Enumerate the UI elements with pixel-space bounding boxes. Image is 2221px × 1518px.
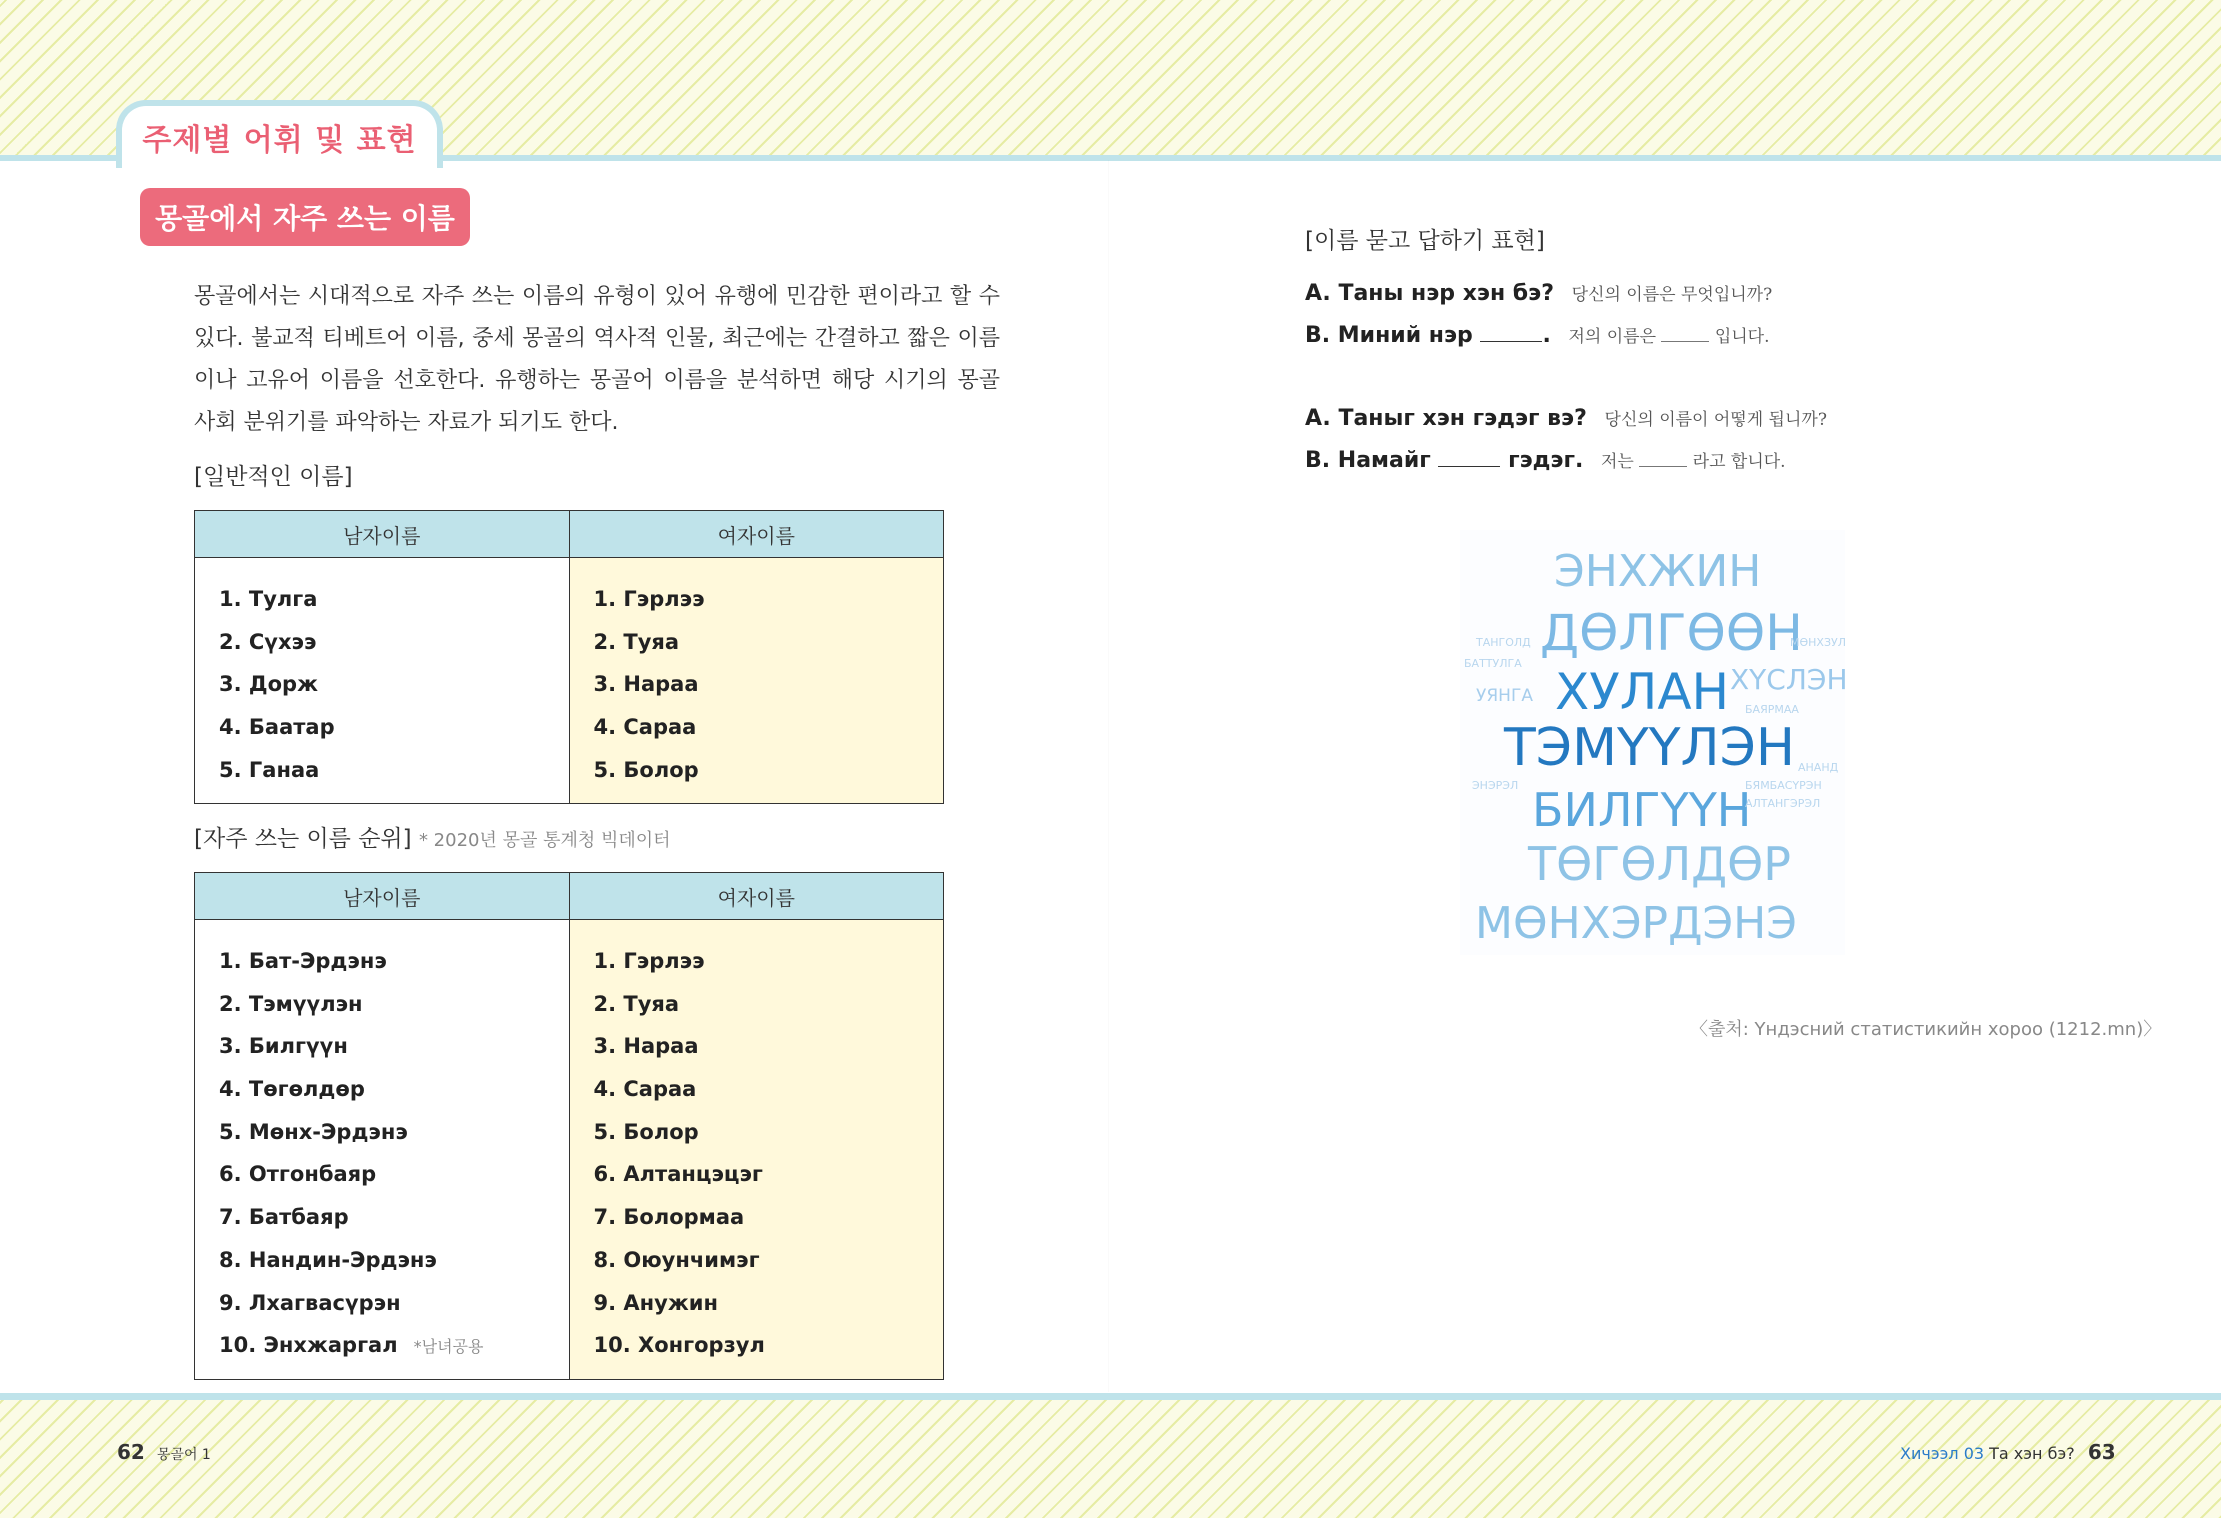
name-text: 3. Дорж (219, 672, 318, 697)
name-list-item (219, 1153, 569, 1196)
answer-2-translation-pre: 저는 (1601, 452, 1634, 472)
qa-answer-2 (1305, 447, 1786, 473)
name-text: 5. Болор (593, 1119, 699, 1144)
name-text: 5. Болор (593, 757, 699, 782)
name-list-item (594, 621, 944, 664)
answer-1-translation-blank (1661, 341, 1709, 342)
ranking-label: [자주 쓰는 이름 순위] (194, 826, 412, 852)
name-list-item (219, 983, 569, 1026)
name-text: 8. Оюунчимэг (593, 1247, 760, 1272)
qa-answer-1 (1305, 322, 1769, 348)
name-text: 2. Туяа (593, 991, 680, 1016)
intro-paragraph: 몽골에서는 시대적으로 자주 쓰는 이름의 유형이 있어 유행에 민감한 편이라고 할 수 있다. 불교적 티베트어 이름, 중세 몽골의 역사적 인물, 최근에는 간결하고 짧은 이름이나 고유어 이름을 선호한다. 유행하는 몽골어 이름을 분석하면 해당 시기의 몽골 사회 분위기를 파악하는 자료가 되기도 한다. (194, 284, 1000, 435)
cloud-word: ХУЛАН (1555, 663, 1730, 721)
answer-1-blank (1480, 341, 1542, 342)
male-names-cell (195, 558, 570, 804)
section-title: 몽골에서 자주 쓰는 이름 (140, 188, 470, 246)
name-text: 10. Хонгорзул (593, 1333, 765, 1358)
name-text: 8. Нандин-Эрдэнэ (219, 1247, 437, 1272)
common-names-label: [일반적인 이름] (194, 464, 353, 490)
image-source: 〈출처: Үндэсний статистикийн хороо (1212.mn)〉 (1690, 1019, 2162, 1040)
bottom-stripe-band (0, 1395, 2221, 1518)
female-ranking-cell (569, 920, 944, 1380)
cloud-word: АНАНД (1798, 761, 1839, 774)
answer-2-translation-blank (1639, 466, 1687, 467)
question-1-text: A. Таны нэр хэн бэ? (1305, 281, 1554, 306)
answer-1-translation-post: 입니다. (1714, 327, 1770, 347)
name-list-item (219, 663, 569, 706)
name-text: 9. Лхагвасүрэн (219, 1290, 401, 1315)
answer-2-end: гэдэг. (1508, 448, 1584, 473)
name-text: 3. Нараа (593, 1034, 699, 1059)
footer-right (1900, 1440, 2116, 1464)
name-text: 6. Алтанцэцэг (593, 1162, 763, 1187)
qa-question-2 (1305, 405, 1827, 431)
cloud-word: ЭНХЖИН (1554, 546, 1762, 597)
answer-1-end: . (1542, 323, 1551, 348)
lesson-number: Хичээл 03 (1900, 1444, 1985, 1463)
name-text: 1. Бат-Эрдэнэ (219, 949, 387, 973)
cloud-word: БАТТУЛГА (1464, 657, 1522, 670)
cloud-word: ТАНГОЛД (1476, 636, 1531, 649)
right-page-number: 63 (2087, 1440, 2116, 1464)
name-list-item (594, 663, 944, 706)
answer-1-text: B. Миний нэр (1305, 323, 1473, 348)
male-header: 남자이름 (195, 873, 570, 920)
name-list-item (594, 983, 944, 1026)
name-list-item (219, 578, 569, 621)
name-list-item (219, 1111, 569, 1154)
answer-2-text: B. Намайг (1305, 448, 1431, 473)
name-list-item (219, 1068, 569, 1111)
name-text: 4. Сараа (593, 1077, 697, 1102)
name-list-item (594, 1111, 944, 1154)
name-list-item (219, 1282, 569, 1325)
cloud-word: ТЭМҮҮЛЭН (1504, 718, 1795, 778)
answer-2-translation-post: 라고 합니다. (1692, 452, 1786, 472)
male-ranking-list (219, 940, 569, 1367)
name-list-item (594, 1068, 944, 1111)
name-text: 3. Билгүүн (219, 1034, 348, 1059)
name-list-item (219, 1025, 569, 1068)
name-list-item (219, 706, 569, 749)
male-header: 남자이름 (195, 511, 570, 558)
name-list-item (594, 578, 944, 621)
name-text: 6. Отгонбаяр (219, 1162, 377, 1187)
qa-heading: [이름 묻고 답하기 표현] (1305, 228, 1545, 254)
cloud-word: БАЯРМАА (1745, 703, 1799, 716)
name-list-item (594, 706, 944, 749)
question-2-text: A. Таныг хэн гэдэг вэ? (1305, 406, 1587, 431)
name-text: 3. Нараа (593, 672, 699, 697)
name-list-item (594, 1196, 944, 1239)
name-list-item (594, 1324, 944, 1367)
name-text: 7. Болормаа (593, 1205, 745, 1230)
question-2-translation: 당신의 이름이 어떻게 됩니까? (1604, 410, 1827, 430)
unisex-note: *남녀공용 (413, 1337, 484, 1357)
name-text: 4. Сараа (593, 715, 697, 740)
name-list-item (219, 940, 569, 983)
cloud-word: ДӨЛГӨӨН (1540, 604, 1803, 662)
answer-1-translation (1568, 327, 1769, 347)
name-text: 5. Ганаа (219, 757, 320, 782)
male-names-list (219, 578, 569, 791)
chapter-tab (116, 100, 443, 168)
footer-left (117, 1440, 211, 1464)
name-text: 7. Батбаяр (219, 1205, 349, 1230)
name-list-item (219, 1324, 569, 1367)
name-list-item (594, 940, 944, 983)
name-list-item (594, 1025, 944, 1068)
book-title: 몽골어 1 (156, 1447, 211, 1463)
name-text: 1. Тулга (219, 587, 318, 611)
cloud-word: МӨНХЭРДЭНЭ (1475, 898, 1797, 949)
cloud-word: ТӨГӨЛДӨР (1528, 837, 1792, 891)
cloud-word: АЛТАНГЭРЭЛ (1745, 797, 1821, 810)
name-word-cloud (1460, 530, 1848, 955)
name-list-item (219, 749, 569, 792)
cloud-word: БЯМБАСҮРЭН (1745, 779, 1822, 792)
cloud-word: МӨНХЗУЛ (1790, 636, 1846, 649)
cloud-word: БИЛГҮҮН (1532, 783, 1752, 837)
female-names-cell (569, 558, 944, 804)
cloud-word: УЯНГА (1476, 686, 1533, 706)
name-text: 1. Гэрлээ (593, 587, 705, 611)
name-list-item (219, 1196, 569, 1239)
qa-question-1 (1305, 280, 1772, 306)
name-text: 4. Баатар (219, 715, 335, 740)
name-list-item (594, 1282, 944, 1325)
name-text: 2. Тэмүүлэн (219, 991, 363, 1016)
name-list-item (594, 1239, 944, 1282)
female-names-list (594, 578, 944, 791)
cloud-word: ХҮСЛЭН (1730, 663, 1848, 696)
name-text: 9. Анужин (593, 1290, 718, 1315)
name-list-item (594, 749, 944, 792)
answer-2-translation (1601, 452, 1786, 472)
name-list-item (219, 1239, 569, 1282)
page-spine (1108, 160, 1109, 1392)
name-text: 2. Туяа (593, 629, 680, 654)
female-ranking-list (594, 940, 944, 1367)
female-header: 여자이름 (569, 511, 944, 558)
name-text: 5. Мөнх-Эрдэнэ (219, 1119, 408, 1144)
answer-1-translation-pre: 저의 이름은 (1568, 327, 1656, 347)
name-text: 2. Сүхээ (219, 629, 317, 654)
lesson-title: Та хэн бэ? (1989, 1444, 2075, 1463)
ranking-note: * 2020년 몽골 통계청 빅데이터 (418, 830, 671, 851)
cloud-word: ЭНЭРЭЛ (1472, 779, 1519, 792)
question-1-translation: 당신의 이름은 무엇입니까? (1571, 285, 1773, 305)
answer-2-blank (1438, 466, 1500, 467)
left-page-number: 62 (117, 1440, 145, 1464)
ranking-table (194, 872, 944, 1380)
female-header: 여자이름 (569, 873, 944, 920)
name-text: 10. Энхжаргал (219, 1333, 398, 1358)
name-list-item (594, 1153, 944, 1196)
male-ranking-cell (195, 920, 570, 1380)
ranking-label-row (194, 820, 671, 853)
name-text: 1. Гэрлээ (593, 949, 705, 973)
name-list-item (219, 621, 569, 664)
chapter-tab-title: 주제별 어휘 및 표현 (142, 123, 417, 158)
common-names-table (194, 510, 944, 804)
name-text: 4. Төгөлдөр (219, 1077, 365, 1102)
